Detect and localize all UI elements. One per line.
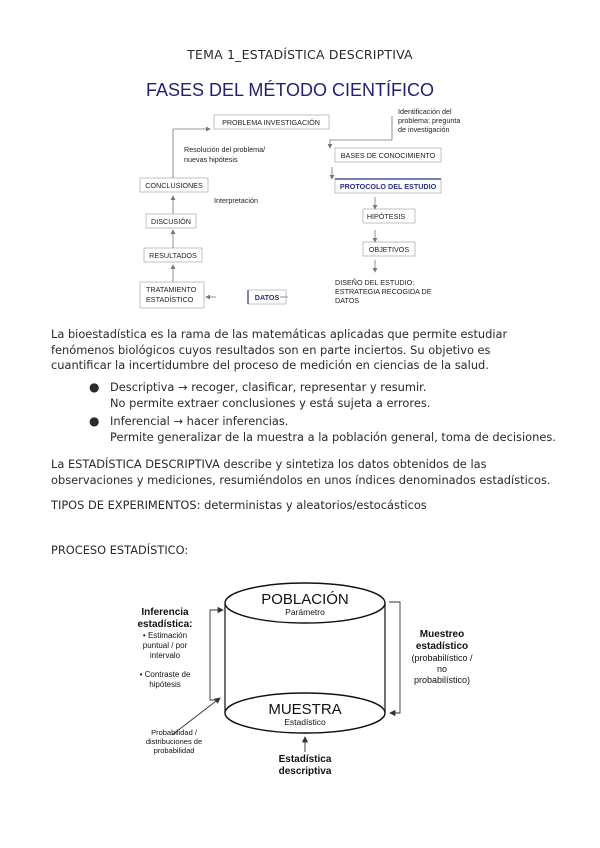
note-interpretacion: Interpretación <box>214 196 258 205</box>
paragraph-bioestadistica <box>51 327 571 374</box>
figure1-heading: FASES DEL MÉTODO CIENTÍFICO <box>145 80 435 100</box>
note-resolucion-1: Resolución del problema/ <box>184 145 266 154</box>
note-identificacion-1: Identificación del <box>398 107 452 116</box>
bullet-line: Permite generalizar de la muestra a la población general, toma de decisiones. <box>110 429 556 444</box>
inferencia-title-1: Inferencia <box>141 607 189 618</box>
muestreo-title-1: Muestreo <box>419 629 465 640</box>
box-discusion: DISCUSIÓN <box>151 217 191 226</box>
estadistico-label: Estadístico <box>284 717 326 727</box>
muestreo-item: (probabilístico / <box>411 653 473 663</box>
muestreo-arrow <box>389 602 400 713</box>
paragraph1-line: La bioestadística es la rama de las matemáticas aplicadas que permite estudiar <box>51 327 508 341</box>
bullet-line: Inferencial → hacer inferencias. <box>110 414 289 428</box>
scientific-method-diagram <box>130 72 470 324</box>
bullet-marker: ● <box>89 380 100 394</box>
inferencia-item: • Contraste de <box>139 670 191 679</box>
paragraph-estadistica-descriptiva <box>51 457 571 488</box>
paragraph1-line: fenómenos biológicos cuyos resultados son en parte inciertos. Su objetivo es <box>51 342 491 357</box>
box-protocolo: PROTOCOLO DEL ESTUDIO <box>339 182 437 191</box>
note-resolucion-2: nuevas hipótesis <box>184 155 238 164</box>
paragraph1-line: cuantificar la incertidumbre del proceso de medición en ciencias de la salud. <box>51 358 489 372</box>
probabilidad-line: probabilidad <box>153 746 195 755</box>
statistical-process-diagram <box>110 570 510 780</box>
bullet-marker: ● <box>89 414 100 428</box>
inferencia-item: • Estimación <box>142 631 188 640</box>
proceso-estadistico-label: PROCESO ESTADÍSTICO: <box>51 543 189 557</box>
box-tratamiento-1: TRATAMIENTO <box>146 285 197 294</box>
box-objetivos: OBJETIVOS <box>368 245 410 254</box>
box-problema: PROBLEMA INVESTIGACIÓN <box>222 118 320 127</box>
page-title: TEMA 1_ESTADÍSTICA DESCRIPTIVA <box>187 47 413 62</box>
probabilidad-line: Probabilidad / <box>151 728 197 737</box>
box-hipotesis: HIPÓTESIS <box>366 212 406 221</box>
inferencia-item: hipótesis <box>149 680 181 689</box>
arrow-line <box>330 122 392 148</box>
muestreo-title-2: estadístico <box>415 641 469 652</box>
note-diseno-3: DATOS <box>335 296 360 305</box>
bullet-descriptiva <box>110 380 580 411</box>
box-bases: BASES DE CONOCIMIENTO <box>340 151 436 160</box>
note-identificacion-2: problema: pregunta <box>398 116 461 125</box>
parametro-label: Parámetro <box>285 607 325 617</box>
box-resultados: RESULTADOS <box>149 251 197 260</box>
inferencia-arrow <box>210 610 223 700</box>
muestra-label: MUESTRA <box>268 701 342 718</box>
paragraph2-line: La ESTADÍSTICA DESCRIPTIVA describe y sintetiza los datos obtenidos de las <box>51 457 487 471</box>
note-identificacion-3: de investigación <box>398 125 450 134</box>
probabilidad-line: distribuciones de <box>145 737 203 746</box>
bullet-inferencial <box>110 414 580 445</box>
note-diseno-2: ESTRATEGIA RECOGIDA DE <box>335 287 432 296</box>
note-diseno-1: DISEÑO DEL ESTUDIO: <box>335 278 415 287</box>
inferencia-title-2: estadística: <box>137 619 193 630</box>
bullet-line: No permite extraer conclusiones y está sujeta a errores. <box>110 395 431 410</box>
inferencia-item: intervalo <box>149 651 181 660</box>
paragraph2-line: observaciones y mediciones, resumiéndolos en unos índices denominados estadísticos. <box>51 472 551 487</box>
tipos-experimentos: TIPOS DE EXPERIMENTOS: deterministas y aleatorios/estocásticos <box>51 498 427 512</box>
muestreo-item: no <box>436 664 448 674</box>
bullet-line: Descriptiva → recoger, clasificar, representar y resumir. <box>110 380 427 394</box>
box-datos: DATOS <box>254 293 280 302</box>
descriptiva-title-2: descriptiva <box>278 766 332 777</box>
box-tratamiento-2: ESTADÍSTICO <box>146 295 194 304</box>
poblacion-label: POBLACIÓN <box>261 591 349 608</box>
box-conclusiones: CONCLUSIONES <box>145 181 203 190</box>
muestreo-item: probabilístico) <box>413 675 471 685</box>
descriptiva-title-1: Estadística <box>278 754 332 765</box>
inferencia-item: puntual / por <box>142 641 188 650</box>
